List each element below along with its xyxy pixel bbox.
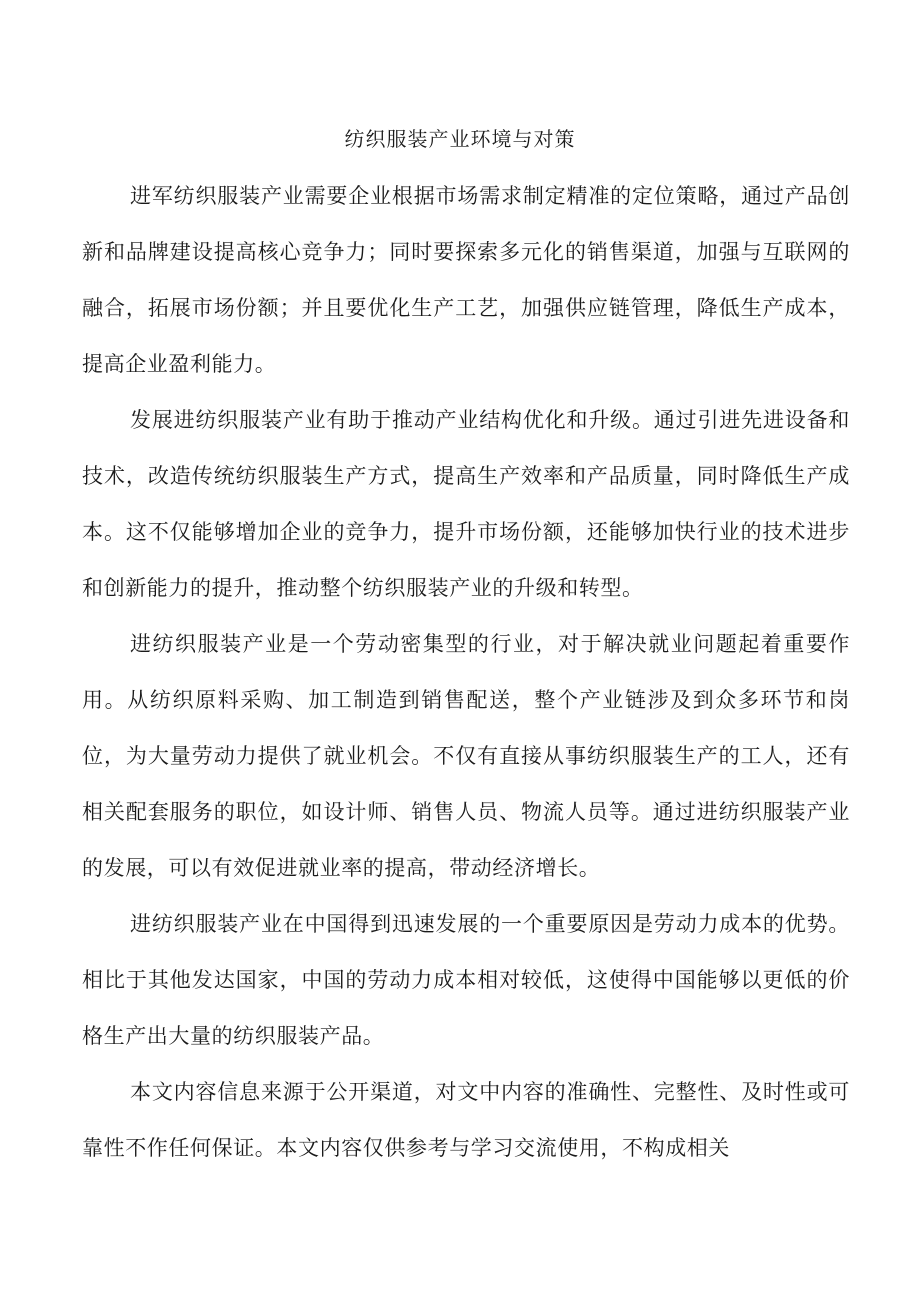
paragraph-1: 进军纺织服装产业需要企业根据市场需求制定精准的定位策略，通过产品创新和品牌建设提高核心竞争力；同时要探索多元化的销售渠道，加强与互联网的融合，拓展市场份额；并且要优化生产工艺，加强供应链管理，降低生产成本，提高企业盈利能力。 [82,184,850,376]
paragraph-2: 发展进纺织服装产业有助于推动产业结构优化和升级。通过引进先进设备和技术，改造传统纺织服装生产方式，提高生产效率和产品质量，同时降低生产成本。这不仅能够增加企业的竞争力，提升市场份额，还能够加快行业的技术进步和创新能力的提升，推动整个纺织服装产业的升级和转型。 [82,408,850,600]
document-title: 纺织服装产业环境与对策 [344,127,576,151]
paragraph-3: 进纺织服装产业是一个劳动密集型的行业，对于解决就业问题起着重要作用。从纺织原料采购、加工制造到销售配送，整个产业链涉及到众多环节和岗位，为大量劳动力提供了就业机会。不仅有直接从事纺织服装生产的工人，还有相关配套服务的职位，如设计师、销售人员、物流人员等。通过进纺织服装产业的发展，可以有效促进就业率的提高，带动经济增长。 [82,632,850,880]
paragraph-4: 进纺织服装产业在中国得到迅速发展的一个重要原因是劳动力成本的优势。相比于其他发达国家，中国的劳动力成本相对较低，这使得中国能够以更低的价格生产出大量的纺织服装产品。 [82,912,850,1048]
paragraph-5: 本文内容信息来源于公开渠道，对文中内容的准确性、完整性、及时性或可靠性不作任何保证。本文内容仅供参考与学习交流使用，不构成相关 [82,1080,850,1160]
